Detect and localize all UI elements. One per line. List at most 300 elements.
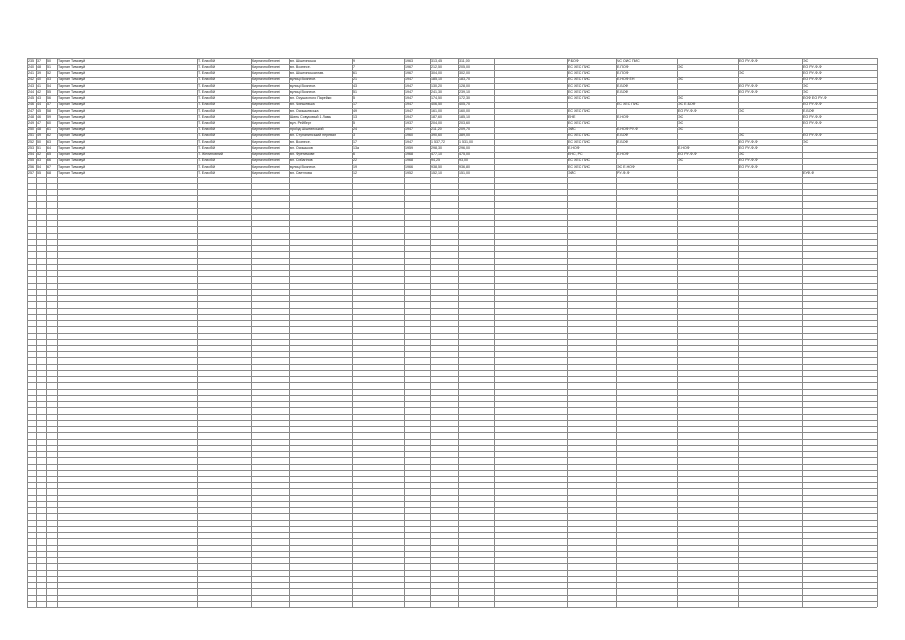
table-cell: Тарлан Тимовуй: [58, 89, 86, 94]
table-cell: ЭЙС: [568, 127, 576, 132]
table-cell: 1968: [405, 158, 413, 163]
table-cell: 203,60: [459, 120, 470, 125]
table-cell: Кирпачнобетонні: [252, 139, 281, 144]
table-cell: 21: [353, 77, 357, 82]
table-cell: 235: [28, 58, 34, 63]
row-divider: [27, 601, 877, 602]
table-cell: ЕС ХЕС ПИС: [568, 158, 591, 163]
table-cell: Т. Елисбій: [198, 58, 215, 63]
row-divider: [27, 345, 877, 346]
table-cell: 304,00: [431, 71, 442, 76]
table-cell: 390,60: [431, 133, 442, 138]
table-cell: 51: [37, 145, 41, 150]
table-cell: Кирпачнобетонні: [252, 83, 281, 88]
table-cell: Т. Елисбій: [198, 170, 215, 175]
row-divider: [27, 208, 877, 209]
table-cell: Е.НОФ: [568, 145, 580, 150]
table-cell: 130,20: [431, 83, 442, 88]
table-cell: 3: [353, 133, 355, 138]
table-cell: 49: [353, 108, 357, 113]
table-cell: 61: [353, 71, 357, 76]
table-cell: 48: [37, 64, 41, 69]
table-cell: ЭС: [803, 139, 809, 144]
table-cell: Тарлан Тимовуй: [58, 58, 86, 63]
table-cell: 24: [353, 127, 357, 132]
table-cell: 1968: [405, 152, 413, 157]
table-cell: 1967: [405, 71, 413, 76]
table-cell: Т. Елисбій: [198, 96, 215, 101]
table-cell: 313,45: [431, 58, 442, 63]
table-cell: Тарлан Тимовуй: [58, 158, 86, 163]
table-cell: ЭС Е.НОФ: [617, 164, 635, 169]
table-cell: 187,60: [431, 114, 442, 119]
table-cell: Кирпачнобетонні: [252, 77, 281, 82]
row-divider: [27, 382, 877, 383]
row-divider: [27, 339, 877, 340]
table-cell: вл. Светлова: [290, 170, 312, 175]
table-cell: Кирпачнобетонні: [252, 120, 281, 125]
table-cell: 49: [37, 133, 41, 138]
row-divider: [27, 201, 877, 202]
table-grid: [27, 58, 877, 607]
row-divider: [27, 295, 877, 296]
table-cell: 40: [37, 77, 41, 82]
table-cell: Е.БОФ: [617, 83, 629, 88]
table-cell: 63: [47, 139, 51, 144]
row-divider: [27, 326, 877, 327]
row-divider: [27, 283, 877, 284]
table-cell: вулиці Вознесе.: [290, 89, 317, 94]
row-divider: [27, 507, 877, 508]
row-divider: [27, 551, 877, 552]
table-cell: 59: [47, 114, 51, 119]
row-divider: [27, 301, 877, 302]
row-divider: [27, 538, 877, 539]
table-cell: ЭС: [678, 114, 684, 119]
row-divider: [27, 495, 877, 496]
row-divider: [27, 445, 877, 446]
table-cell: вл. Ступанинський перевал: [290, 133, 337, 138]
table-cell: 61: [47, 127, 51, 132]
table-cell: 204,00: [431, 120, 442, 125]
table-cell: 68: [47, 170, 51, 175]
table-cell: 389,00: [459, 133, 470, 138]
table-cell: 57: [47, 102, 51, 107]
table-cell: Тарлан Тимовуй: [58, 139, 86, 144]
row-divider: [27, 563, 877, 564]
table-cell: 5: [353, 96, 355, 101]
row-divider: [27, 226, 877, 227]
table-cell: Т. Елисбій: [198, 164, 215, 169]
table-cell: Е.ПОФ: [617, 71, 629, 76]
table-cell: 205,00: [459, 64, 470, 69]
table-cell: 1947: [405, 108, 413, 113]
table-cell: 6: [353, 152, 355, 157]
table-cell: 53: [47, 77, 51, 82]
table-cell: 256: [28, 164, 34, 169]
row-divider: [27, 177, 877, 178]
table-cell: ЧС ОИС ПИС: [617, 58, 640, 63]
table-cell: 44: [37, 102, 41, 107]
table-cell: 51: [353, 89, 357, 94]
table-cell: 56: [47, 96, 51, 101]
table-cell: Т. Елисбій: [198, 64, 215, 69]
table-cell: ЭС: [739, 71, 745, 76]
table-cell: 1963: [405, 58, 413, 63]
table-cell: 161,00: [431, 108, 442, 113]
table-cell: Т. Елисбій: [198, 77, 215, 82]
row-divider: [27, 439, 877, 440]
row-divider: [27, 370, 877, 371]
row-divider: [27, 289, 877, 290]
table-cell: 1947: [405, 83, 413, 88]
table-cell: ЕС ХЕС ПИС: [568, 108, 591, 113]
table-cell: 239,10: [459, 89, 470, 94]
column-divider: [877, 58, 878, 607]
table-cell: Тарлан Тимовуй: [58, 133, 86, 138]
table-cell: 1959: [405, 145, 413, 150]
table-cell: ЭС: [678, 64, 684, 69]
table-cell: ЕО РУ-Ф-Ф: [678, 108, 697, 113]
table-cell: 50: [37, 139, 41, 144]
table-cell: 1947: [405, 77, 413, 82]
table-cell: 13а: [353, 145, 359, 150]
table-cell: Кирпачнобетонні: [252, 58, 281, 63]
table-cell: 45: [37, 108, 41, 113]
table-cell: 152,10: [431, 170, 442, 175]
table-cell: 93,00: [459, 158, 468, 163]
table-cell: 128,00: [459, 83, 470, 88]
table-cell: ЕО РУ-Ф-Ф: [803, 120, 822, 125]
table-cell: Кирпачнобетонні: [252, 133, 281, 138]
table-cell: ЭС: [803, 89, 809, 94]
column-divider: [494, 58, 495, 607]
table-cell: ЕНЕ: [568, 114, 576, 119]
table-cell: вл. Осушисного Парейки: [290, 96, 332, 101]
table-cell: 298,30: [431, 145, 442, 150]
table-cell: ЕО РУ-Ф-Ф: [803, 102, 822, 107]
table-cell: 51: [47, 64, 51, 69]
row-divider: [27, 488, 877, 489]
table-cell: 53: [37, 158, 41, 163]
table-cell: 475,00: [459, 152, 470, 157]
table-cell: вл. Вознесе.: [290, 64, 311, 69]
table-cell: 52: [37, 152, 41, 157]
table-cell: ЕО РУ-Ф-Ф: [739, 83, 758, 88]
table-cell: Кирпачнобетонні: [252, 96, 281, 101]
table-cell: 246: [28, 102, 34, 107]
table-cell: Кирпачнобетонні: [252, 127, 281, 132]
table-cell: ЕС ХЕС ПИС: [568, 77, 591, 82]
table-cell: Кирпачнобетонні: [252, 108, 281, 113]
table-cell: Тарлан Тимовуй: [58, 102, 86, 107]
row-divider: [27, 333, 877, 334]
table-cell: ЭС Е.БОФ: [678, 102, 696, 107]
table-cell: 43: [353, 83, 357, 88]
table-cell: 245: [28, 96, 34, 101]
table-cell: Кирпачнобетонні: [252, 89, 281, 94]
row-divider: [27, 482, 877, 483]
table-cell: Тарлан Тимовуй: [58, 127, 86, 132]
table-cell: 17: [353, 139, 357, 144]
table-cell: 251: [28, 133, 34, 138]
row-divider: [27, 526, 877, 527]
table-cell: Тарлан Тимовуй: [58, 96, 86, 101]
row-divider: [27, 576, 877, 577]
table-cell: ЭС: [678, 96, 684, 101]
table-cell: 1947: [405, 96, 413, 101]
table-cell: Т. Елисбій: [198, 145, 215, 150]
table-cell: Е.НОФ: [678, 145, 690, 150]
table-cell: ЭС: [678, 77, 684, 82]
table-cell: 311,00: [459, 58, 470, 63]
table-cell: вл. Сибагінов: [290, 158, 313, 163]
table-cell: Тарлан Тимовуй: [58, 77, 86, 82]
table-cell: 255: [28, 158, 34, 163]
table-cell: 1 537,72: [431, 139, 445, 144]
table-cell: 241,30: [431, 89, 442, 94]
table-cell: 1 531,00: [459, 139, 473, 144]
row-divider: [27, 357, 877, 358]
row-divider: [27, 395, 877, 396]
table-cell: вл. Вознесе.: [290, 139, 311, 144]
table-cell: ЭС: [739, 152, 745, 157]
table-cell: 253: [28, 145, 34, 150]
table-cell: Кирпачнобетонні: [252, 102, 281, 107]
table-cell: 17: [353, 102, 357, 107]
table-cell: 1947: [405, 102, 413, 107]
table-cell: 405,70: [459, 102, 470, 107]
table-cell: ЕО РУ-Ф-Ф: [803, 64, 822, 69]
table-cell: 211,20: [431, 127, 442, 132]
table-cell: Тарлан Тимовуй: [58, 83, 86, 88]
table-cell: ЭС: [678, 158, 684, 163]
row-divider: [27, 389, 877, 390]
table-cell: ЕС ХЕС ПИС: [568, 164, 591, 169]
table-cell: 64: [47, 145, 51, 150]
table-cell: ЕС ХЕС ПИС: [568, 71, 591, 76]
table-cell: ЕС ХЕС ПИС: [568, 120, 591, 125]
table-cell: вл. Осишьков: [290, 145, 313, 150]
table-cell: ЕС ХЕС ПИС: [568, 64, 591, 69]
row-divider: [27, 557, 877, 558]
table-cell: 302,00: [459, 71, 470, 76]
row-divider: [27, 545, 877, 546]
table-cell: 94,25: [431, 158, 440, 163]
table-cell: Тарлан Тимовуй: [58, 152, 86, 157]
table-cell: Т. Елисбій: [198, 114, 215, 119]
table-cell: вулиці Вознесе.: [290, 164, 317, 169]
row-divider: [27, 320, 877, 321]
row-divider: [27, 582, 877, 583]
table-cell: Е.БОФ: [617, 139, 629, 144]
table-cell: 254: [28, 152, 34, 157]
table-cell: 12: [353, 170, 357, 175]
row-divider: [27, 520, 877, 521]
row-divider: [27, 451, 877, 452]
table-cell: ЕОФ ЕО РУ-Ф: [803, 96, 827, 101]
table-cell: 252: [28, 139, 34, 144]
table-cell: ЕС ХЕС ПИС: [568, 139, 591, 144]
row-divider: [27, 251, 877, 252]
table-cell: 67: [47, 164, 51, 169]
table-cell: Кирпачнобетонні: [252, 114, 281, 119]
table-cell: 160,00: [459, 108, 470, 113]
table-cell: Тарлан Тимовуй: [58, 108, 86, 113]
table-cell: ЕО РУ-Ф-Ф: [739, 139, 758, 144]
table-cell: 5: [353, 120, 355, 125]
spreadsheet-page: [27, 58, 877, 607]
table-cell: 66: [47, 158, 51, 163]
table-cell: ЭС: [803, 83, 809, 88]
row-divider: [27, 432, 877, 433]
row-divider: [27, 189, 877, 190]
table-cell: Тарлан Тимовуй: [58, 114, 86, 119]
table-cell: Тарлан Тимовуй: [58, 64, 86, 69]
table-cell: Тарлан Тимовуй: [58, 120, 86, 125]
table-cell: 249: [28, 120, 34, 125]
table-cell: 42: [37, 89, 41, 94]
table-cell: Е.НОФ РУ-Ф: [617, 127, 639, 132]
row-divider: [27, 464, 877, 465]
table-cell: ЭЙС: [568, 170, 576, 175]
row-divider: [27, 457, 877, 458]
table-cell: Тарлан Тимовуй: [58, 170, 86, 175]
row-divider: [27, 570, 877, 571]
row-divider: [27, 470, 877, 471]
table-cell: 1947: [405, 127, 413, 132]
row-divider: [27, 607, 877, 608]
table-cell: ЕО РУ-Ф-Ф: [678, 152, 697, 157]
row-divider: [27, 414, 877, 415]
row-divider: [27, 476, 877, 477]
table-cell: 60: [47, 120, 51, 125]
table-cell: 48: [37, 127, 41, 132]
table-cell: 212,50: [431, 64, 442, 69]
table-cell: Тарлан Тимовуй: [58, 71, 86, 76]
table-cell: Р.БОФ: [568, 58, 579, 63]
table-cell: вулиці Вознесе.: [290, 83, 317, 88]
row-divider: [27, 595, 877, 596]
row-divider: [27, 258, 877, 259]
table-cell: ЕО РУ-Ф-Ф: [803, 71, 822, 76]
table-cell: 1960: [405, 133, 413, 138]
table-cell: 936,80: [459, 164, 470, 169]
row-divider: [27, 588, 877, 589]
table-cell: вл. Шіштинськаглав.: [290, 71, 325, 76]
table-cell: проїзд Шіштинський: [290, 127, 324, 132]
table-cell: 183,70: [459, 77, 470, 82]
table-cell: ЕС ХЕС ПИС: [568, 96, 591, 101]
row-divider: [27, 376, 877, 377]
table-cell: 9: [353, 58, 355, 63]
row-divider: [27, 214, 877, 215]
table-cell: 43: [37, 96, 41, 101]
table-cell: Т. Елисбій: [198, 133, 215, 138]
table-cell: 1947: [405, 114, 413, 119]
table-cell: 247: [28, 108, 34, 113]
table-cell: Е.БОФ: [803, 108, 815, 113]
table-cell: Тарлан Тимовуй: [58, 164, 86, 169]
table-cell: ЕО РУ-Ф-Ф: [739, 158, 758, 163]
row-divider: [27, 195, 877, 196]
table-cell: ЭС: [678, 127, 684, 132]
row-divider: [27, 276, 877, 277]
table-cell: Тарлан Тимовуй: [58, 145, 86, 150]
table-cell: 58: [47, 108, 51, 113]
table-cell: ЭС: [803, 58, 809, 63]
table-cell: вул. Рейберг: [290, 120, 312, 125]
table-cell: 22: [353, 158, 357, 163]
table-cell: 209,70: [459, 127, 470, 132]
table-cell: вл. Осишьевська: [290, 108, 319, 113]
table-cell: 243: [28, 83, 34, 88]
table-cell: вл. Шіштинська: [290, 58, 316, 63]
row-divider: [27, 220, 877, 221]
table-cell: ЕНС, РС: [568, 152, 583, 157]
row-divider: [27, 407, 877, 408]
table-cell: 37: [37, 58, 41, 63]
table-cell: Е.НОФ: [617, 114, 629, 119]
row-divider: [27, 233, 877, 234]
table-cell: 50: [47, 58, 51, 63]
table-cell: Е.БОФ: [617, 89, 629, 94]
table-cell: 52: [47, 71, 51, 76]
table-cell: ЕО РУ-Ф-Ф: [803, 133, 822, 138]
table-cell: 1967: [405, 64, 413, 69]
table-cell: 54: [47, 83, 51, 88]
row-divider: [27, 426, 877, 427]
table-cell: 240: [28, 64, 34, 69]
table-cell: Кирпачнобетонні: [252, 164, 281, 169]
row-divider: [27, 401, 877, 402]
table-cell: 54: [37, 164, 41, 169]
table-cell: 938,50: [431, 164, 442, 169]
table-cell: 477,10: [431, 152, 442, 157]
table-cell: РУ-Ф-Ф: [617, 170, 630, 175]
table-cell: 1947: [405, 89, 413, 94]
table-cell: 250: [28, 127, 34, 132]
table-cell: вулиці Вознесе.: [290, 77, 317, 82]
table-cell: Т. Елисбій: [198, 158, 215, 163]
table-cell: Т. Елисбій: [198, 83, 215, 88]
table-cell: Т. Елисбій: [198, 127, 215, 132]
table-cell: 55: [47, 89, 51, 94]
table-cell: 257: [28, 170, 34, 175]
table-cell: Т. Елисбій: [198, 108, 215, 113]
table-cell: Кирпачнобетонні: [252, 170, 281, 175]
table-cell: 62: [47, 133, 51, 138]
table-cell: Т. Елисбій: [198, 89, 215, 94]
table-cell: 174,50: [431, 96, 442, 101]
table-cell: 13: [353, 114, 357, 119]
table-cell: Шинь Совуковый 1 Ламь: [290, 114, 332, 119]
table-cell: ЕУФ-Ф: [803, 170, 815, 175]
table-cell: ЕО РУ-Ф-Ф: [739, 145, 758, 150]
table-cell: 185,10: [431, 77, 442, 82]
table-cell: 39: [37, 71, 41, 76]
table-cell: ЕС ХЕС ПИС: [617, 102, 640, 107]
table-cell: 241: [28, 71, 34, 76]
table-cell: 1966: [405, 164, 413, 169]
table-cell: ЭС: [739, 133, 745, 138]
table-cell: Кирпачнобетонні: [252, 71, 281, 76]
table-cell: ЕО РУ-Ф-Ф: [739, 164, 758, 169]
table-cell: 55: [37, 170, 41, 175]
row-divider: [27, 270, 877, 271]
table-cell: Кирпачнобетонні: [252, 158, 281, 163]
row-divider: [27, 513, 877, 514]
